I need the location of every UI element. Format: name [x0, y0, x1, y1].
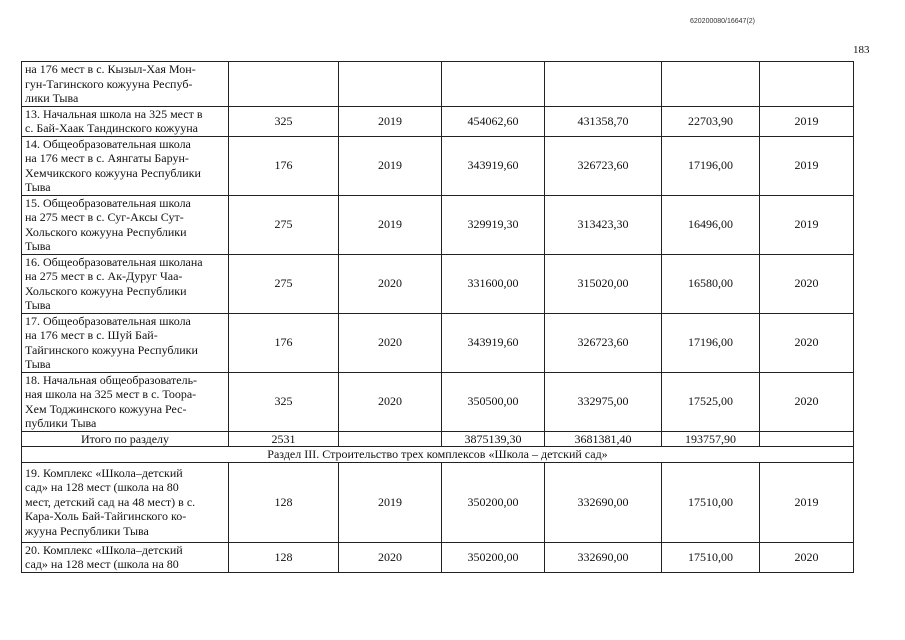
year-cell: 2020: [339, 313, 442, 372]
completion-year-cell: 2020: [760, 372, 854, 431]
regional-cost-cell: 17510,00: [662, 462, 760, 542]
object-name: [22, 136, 229, 195]
regional-cost-cell: 17510,00: [662, 542, 760, 572]
regional-cost-cell: 17525,00: [662, 372, 760, 431]
document-code: 620200080/16647(2): [690, 18, 756, 25]
object-name-line: жууна Республики Тыва: [25, 523, 149, 538]
subtotal-regional: 193757,90: [662, 431, 760, 447]
object-name-line: ная школа на 325 мест в с. Тоора-: [25, 387, 197, 401]
subtotal-total: 3875139,30: [442, 431, 545, 447]
object-name-line: 20. Комплекс «Школа–детский: [25, 542, 183, 557]
object-name-line: Хем Тоджинского кожууна Рес-: [25, 401, 187, 416]
object-name-line: на 176 мест в с. Кызыл-Хая Мон-: [25, 62, 196, 76]
capacity-cell: 275: [229, 195, 339, 254]
object-name-line: Тыва: [25, 298, 51, 312]
object-name-line: на 176 мест в с. Шуй Бай-: [25, 328, 158, 342]
completion-year-cell: [760, 62, 854, 107]
total-cost-cell: [442, 62, 545, 107]
subtotal-capacity: 2531: [229, 431, 339, 447]
object-name-line: Тайгинского кожууна Республики: [25, 342, 198, 357]
subtotal-label: Итого по разделу: [22, 431, 229, 447]
capacity-cell: 325: [229, 372, 339, 431]
federal-cost-cell: [545, 62, 662, 107]
table-row: [22, 254, 854, 313]
federal-cost-cell: 332690,00: [545, 462, 662, 542]
year-cell: 2019: [339, 462, 442, 542]
object-name-line: Тыва: [25, 239, 51, 253]
subtotal-row: [22, 431, 854, 447]
regional-cost-cell: 17196,00: [662, 313, 760, 372]
completion-year-cell: 2020: [760, 313, 854, 372]
object-name-line: Хемчикского кожууна Республики: [25, 165, 201, 180]
regional-cost-cell: [662, 62, 760, 107]
object-name-line: 13. Начальная школа на 325 мест в: [25, 106, 203, 121]
table-row: [22, 542, 854, 572]
regional-cost-cell: 16496,00: [662, 195, 760, 254]
object-name-line: на 275 мест в с. Ак-Дуруг Чаа-: [25, 269, 183, 283]
object-name-line: 16. Общеобразовательная школана: [25, 254, 203, 269]
object-name-line: Тыва: [25, 357, 51, 371]
section-header: Раздел III. Строительство трех комплексов «Школа – детский сад»: [22, 447, 854, 463]
total-cost-cell: 329919,30: [442, 195, 545, 254]
year-cell: 2019: [339, 195, 442, 254]
capacity-cell: 325: [229, 106, 339, 136]
capacity-cell: [229, 62, 339, 107]
completion-year-cell: 2020: [760, 542, 854, 572]
object-name: [22, 195, 229, 254]
object-name-line: 18. Начальная общеобразователь-: [25, 372, 198, 387]
year-cell: 2020: [339, 542, 442, 572]
object-name-line: мест, детский сад на 48 мест) в с.: [25, 494, 196, 509]
completion-year-cell: 2019: [760, 195, 854, 254]
total-cost-cell: 343919,60: [442, 313, 545, 372]
federal-cost-cell: 326723,60: [545, 313, 662, 372]
federal-cost-cell: 326723,60: [545, 136, 662, 195]
object-name-line: 19. Комплекс «Школа–детский: [25, 465, 183, 480]
object-name-line: гун-Тагинского кожууна Респуб-: [25, 76, 193, 91]
total-cost-cell: 343919,60: [442, 136, 545, 195]
object-name-line: публики Тыва: [25, 416, 97, 430]
completion-year-cell: 2019: [760, 106, 854, 136]
completion-year-cell: 2019: [760, 136, 854, 195]
year-cell: [339, 62, 442, 107]
object-name-line: 15. Общеобразовательная школа: [25, 195, 191, 210]
object-name-line: сад» на 128 мест (школа на 80: [25, 557, 179, 571]
year-cell: 2019: [339, 136, 442, 195]
object-name-line: на 275 мест в с. Суг-Аксы Сут-: [25, 210, 184, 224]
object-name-line: с. Бай-Хаак Тандинского кожууна: [25, 121, 198, 135]
construction-table: [21, 61, 854, 573]
object-name-line: Тыва: [25, 180, 51, 194]
object-name: [22, 462, 229, 542]
year-cell: 2019: [339, 106, 442, 136]
total-cost-cell: 350200,00: [442, 542, 545, 572]
object-name: [22, 372, 229, 431]
object-name-line: Хольского кожууна Республики: [25, 224, 187, 239]
table-row: [22, 62, 854, 107]
capacity-cell: 176: [229, 136, 339, 195]
section-header-row: [22, 447, 854, 463]
object-name-line: на 176 мест в с. Аянгаты Барун-: [25, 151, 189, 165]
object-name-line: Кара-Холь Бай-Тайгинского ко-: [25, 509, 187, 524]
federal-cost-cell: 332975,00: [545, 372, 662, 431]
capacity-cell: 128: [229, 542, 339, 572]
total-cost-cell: 454062,60: [442, 106, 545, 136]
object-name: [22, 62, 229, 107]
subtotal-year: [339, 431, 442, 447]
total-cost-cell: 331600,00: [442, 254, 545, 313]
table-row: [22, 195, 854, 254]
year-cell: 2020: [339, 372, 442, 431]
subtotal-federal: 3681381,40: [545, 431, 662, 447]
object-name-line: сад» на 128 мест (школа на 80: [25, 480, 179, 495]
object-name: [22, 106, 229, 136]
capacity-cell: 128: [229, 462, 339, 542]
year-cell: 2020: [339, 254, 442, 313]
federal-cost-cell: 315020,00: [545, 254, 662, 313]
table-row: [22, 313, 854, 372]
object-name: [22, 254, 229, 313]
page-number: 183: [853, 44, 870, 56]
regional-cost-cell: 17196,00: [662, 136, 760, 195]
object-name-line: 14. Общеобразовательная школа: [25, 136, 191, 151]
object-name: [22, 313, 229, 372]
federal-cost-cell: 332690,00: [545, 542, 662, 572]
regional-cost-cell: 22703,90: [662, 106, 760, 136]
object-name-line: Хольского кожууна Республики: [25, 283, 187, 298]
completion-year-cell: 2019: [760, 462, 854, 542]
object-name: [22, 542, 229, 572]
completion-year-cell: 2020: [760, 254, 854, 313]
table-row: [22, 136, 854, 195]
object-name-line: 17. Общеобразовательная школа: [25, 313, 191, 328]
object-name-line: лики Тыва: [25, 91, 79, 105]
federal-cost-cell: 431358,70: [545, 106, 662, 136]
subtotal-completion: [760, 431, 854, 447]
capacity-cell: 176: [229, 313, 339, 372]
capacity-cell: 275: [229, 254, 339, 313]
table-row: [22, 462, 854, 542]
table-row: [22, 106, 854, 136]
regional-cost-cell: 16580,00: [662, 254, 760, 313]
total-cost-cell: 350200,00: [442, 462, 545, 542]
federal-cost-cell: 313423,30: [545, 195, 662, 254]
table-row: [22, 372, 854, 431]
total-cost-cell: 350500,00: [442, 372, 545, 431]
